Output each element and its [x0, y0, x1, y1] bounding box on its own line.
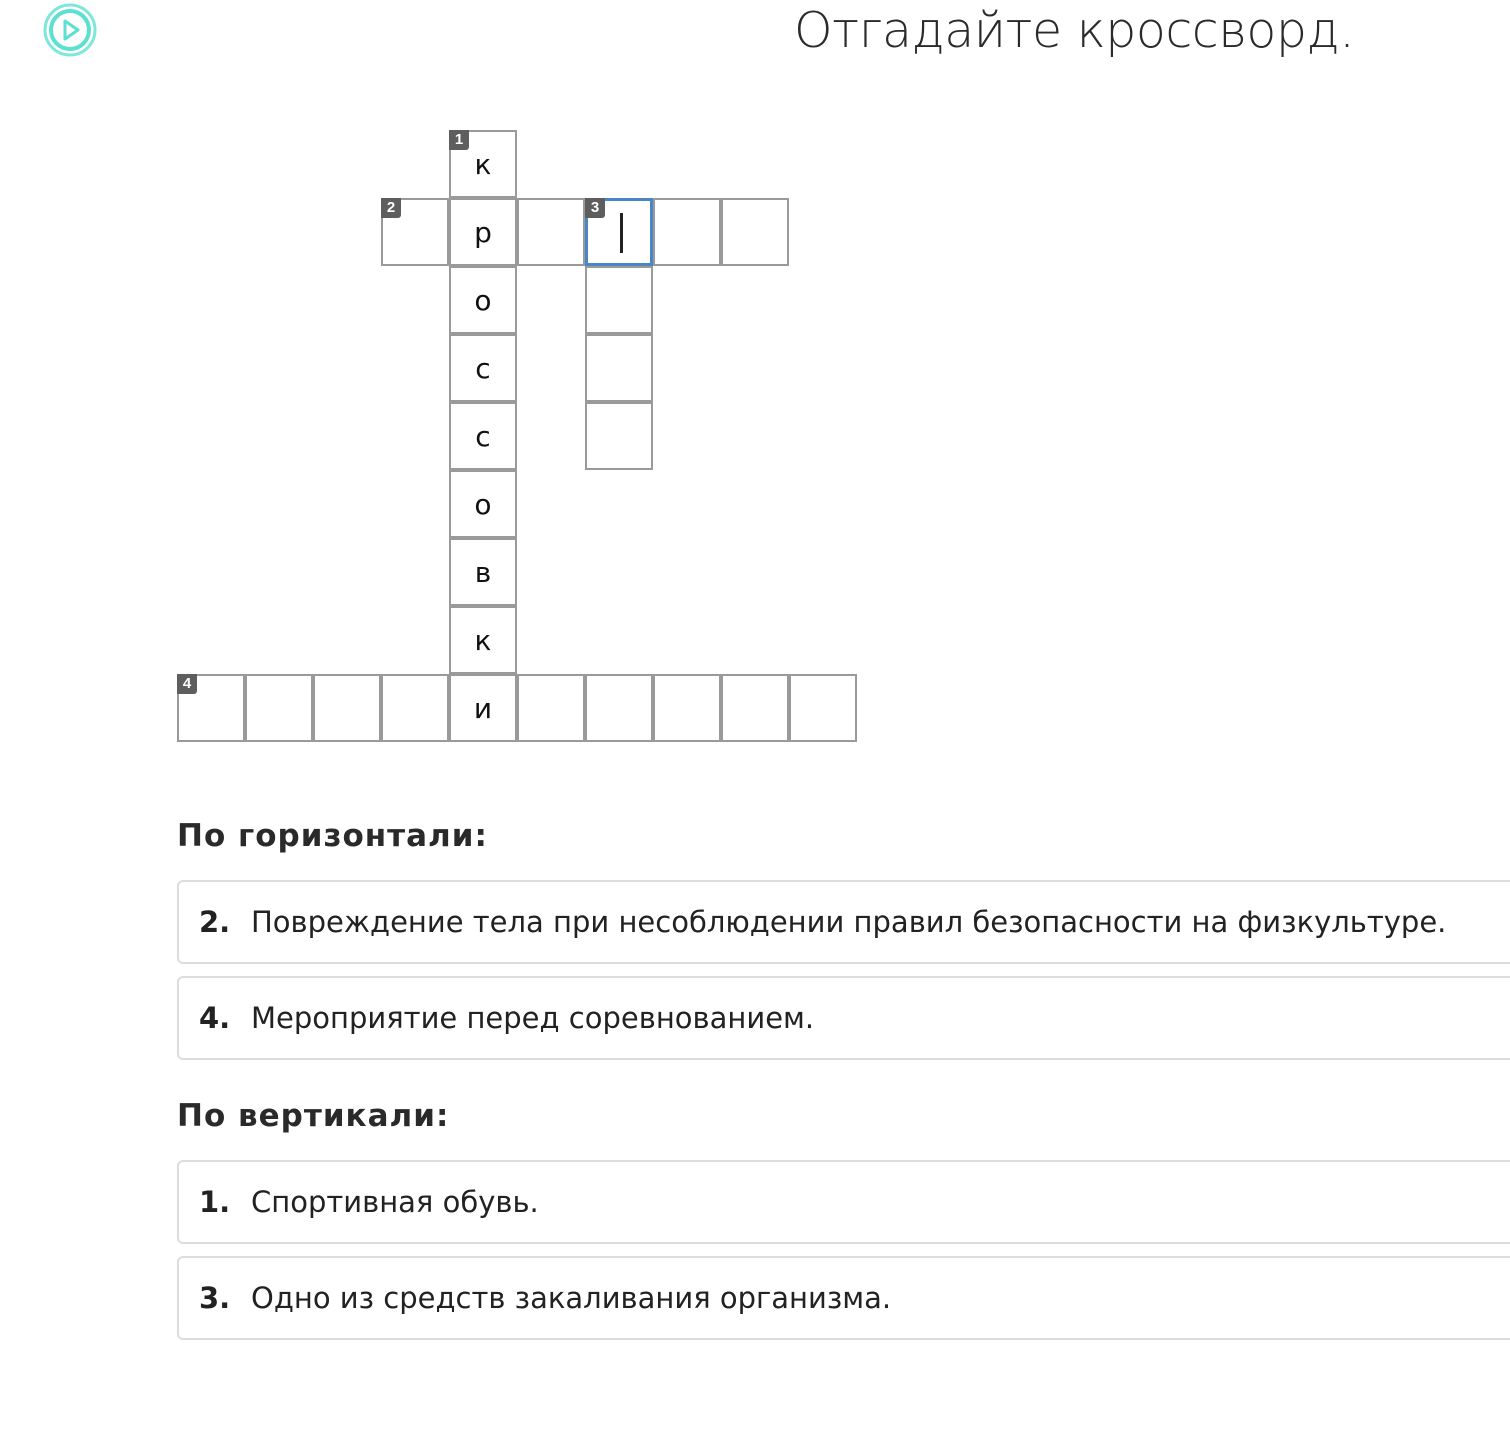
clue-number-badge: 2	[381, 198, 401, 218]
cell-letter: о	[474, 487, 492, 521]
cell-letter: р	[474, 215, 492, 249]
clue-text: Мероприятие перед соревнованием.	[251, 1001, 815, 1035]
crossword-cell[interactable]	[449, 606, 517, 674]
crossword-cell[interactable]	[381, 198, 449, 266]
crossword-cell[interactable]	[449, 538, 517, 606]
crossword-cell[interactable]	[449, 198, 517, 266]
crossword-cell-active[interactable]	[585, 198, 653, 266]
crossword-cell[interactable]	[449, 266, 517, 334]
clue-number: 2.	[199, 905, 231, 939]
crossword-cell[interactable]	[517, 674, 585, 742]
page-title: Отгадайте кроссворд.	[794, 2, 1355, 59]
crossword-cell[interactable]	[177, 674, 245, 742]
crossword-cell[interactable]	[721, 674, 789, 742]
cell-letter: в	[474, 555, 492, 589]
crossword-cell[interactable]	[245, 674, 313, 742]
cell-letter: о	[474, 283, 492, 317]
crossword-cell[interactable]	[449, 130, 517, 198]
crossword-cell[interactable]	[585, 266, 653, 334]
clue-item[interactable]	[177, 976, 1510, 1060]
play-circle-icon[interactable]	[42, 2, 98, 58]
crossword-cell[interactable]	[653, 198, 721, 266]
crossword-cell[interactable]	[449, 402, 517, 470]
crossword-cell[interactable]	[585, 334, 653, 402]
clue-text: Спортивная обувь.	[251, 1185, 539, 1219]
across-heading: По горизонтали:	[177, 818, 488, 854]
down-heading: По вертикали:	[177, 1098, 450, 1134]
clue-item[interactable]	[177, 1256, 1510, 1340]
text-caret	[620, 213, 623, 253]
crossword-cell[interactable]	[585, 674, 653, 742]
crossword-cell[interactable]	[585, 402, 653, 470]
clue-number: 4.	[199, 1001, 231, 1035]
crossword-cell[interactable]	[721, 198, 789, 266]
crossword-cell[interactable]	[381, 674, 449, 742]
crossword-cell[interactable]	[789, 674, 857, 742]
crossword-cell[interactable]	[449, 334, 517, 402]
cell-letter: к	[474, 147, 492, 181]
clue-number-badge: 4	[177, 674, 197, 694]
cell-letter: и	[473, 691, 493, 725]
cell-letter: с	[475, 419, 491, 453]
crossword-cell[interactable]	[449, 674, 517, 742]
crossword-cell[interactable]	[653, 674, 721, 742]
crossword-cell[interactable]	[517, 198, 585, 266]
clue-number-badge: 1	[449, 130, 469, 150]
crossword-cell[interactable]	[449, 470, 517, 538]
cell-letter: к	[474, 623, 492, 657]
clue-text: Одно из средств закаливания организма.	[251, 1281, 892, 1315]
clue-item[interactable]	[177, 880, 1510, 964]
clue-text: Повреждение тела при несоблюдении правил безопасности на физкультуре.	[251, 905, 1447, 939]
crossword-cell[interactable]	[313, 674, 381, 742]
cell-letter: с	[475, 351, 491, 385]
clue-number-badge: 3	[585, 198, 605, 218]
clue-number: 3.	[199, 1281, 231, 1315]
clue-item[interactable]	[177, 1160, 1510, 1244]
clue-number: 1.	[199, 1185, 231, 1219]
